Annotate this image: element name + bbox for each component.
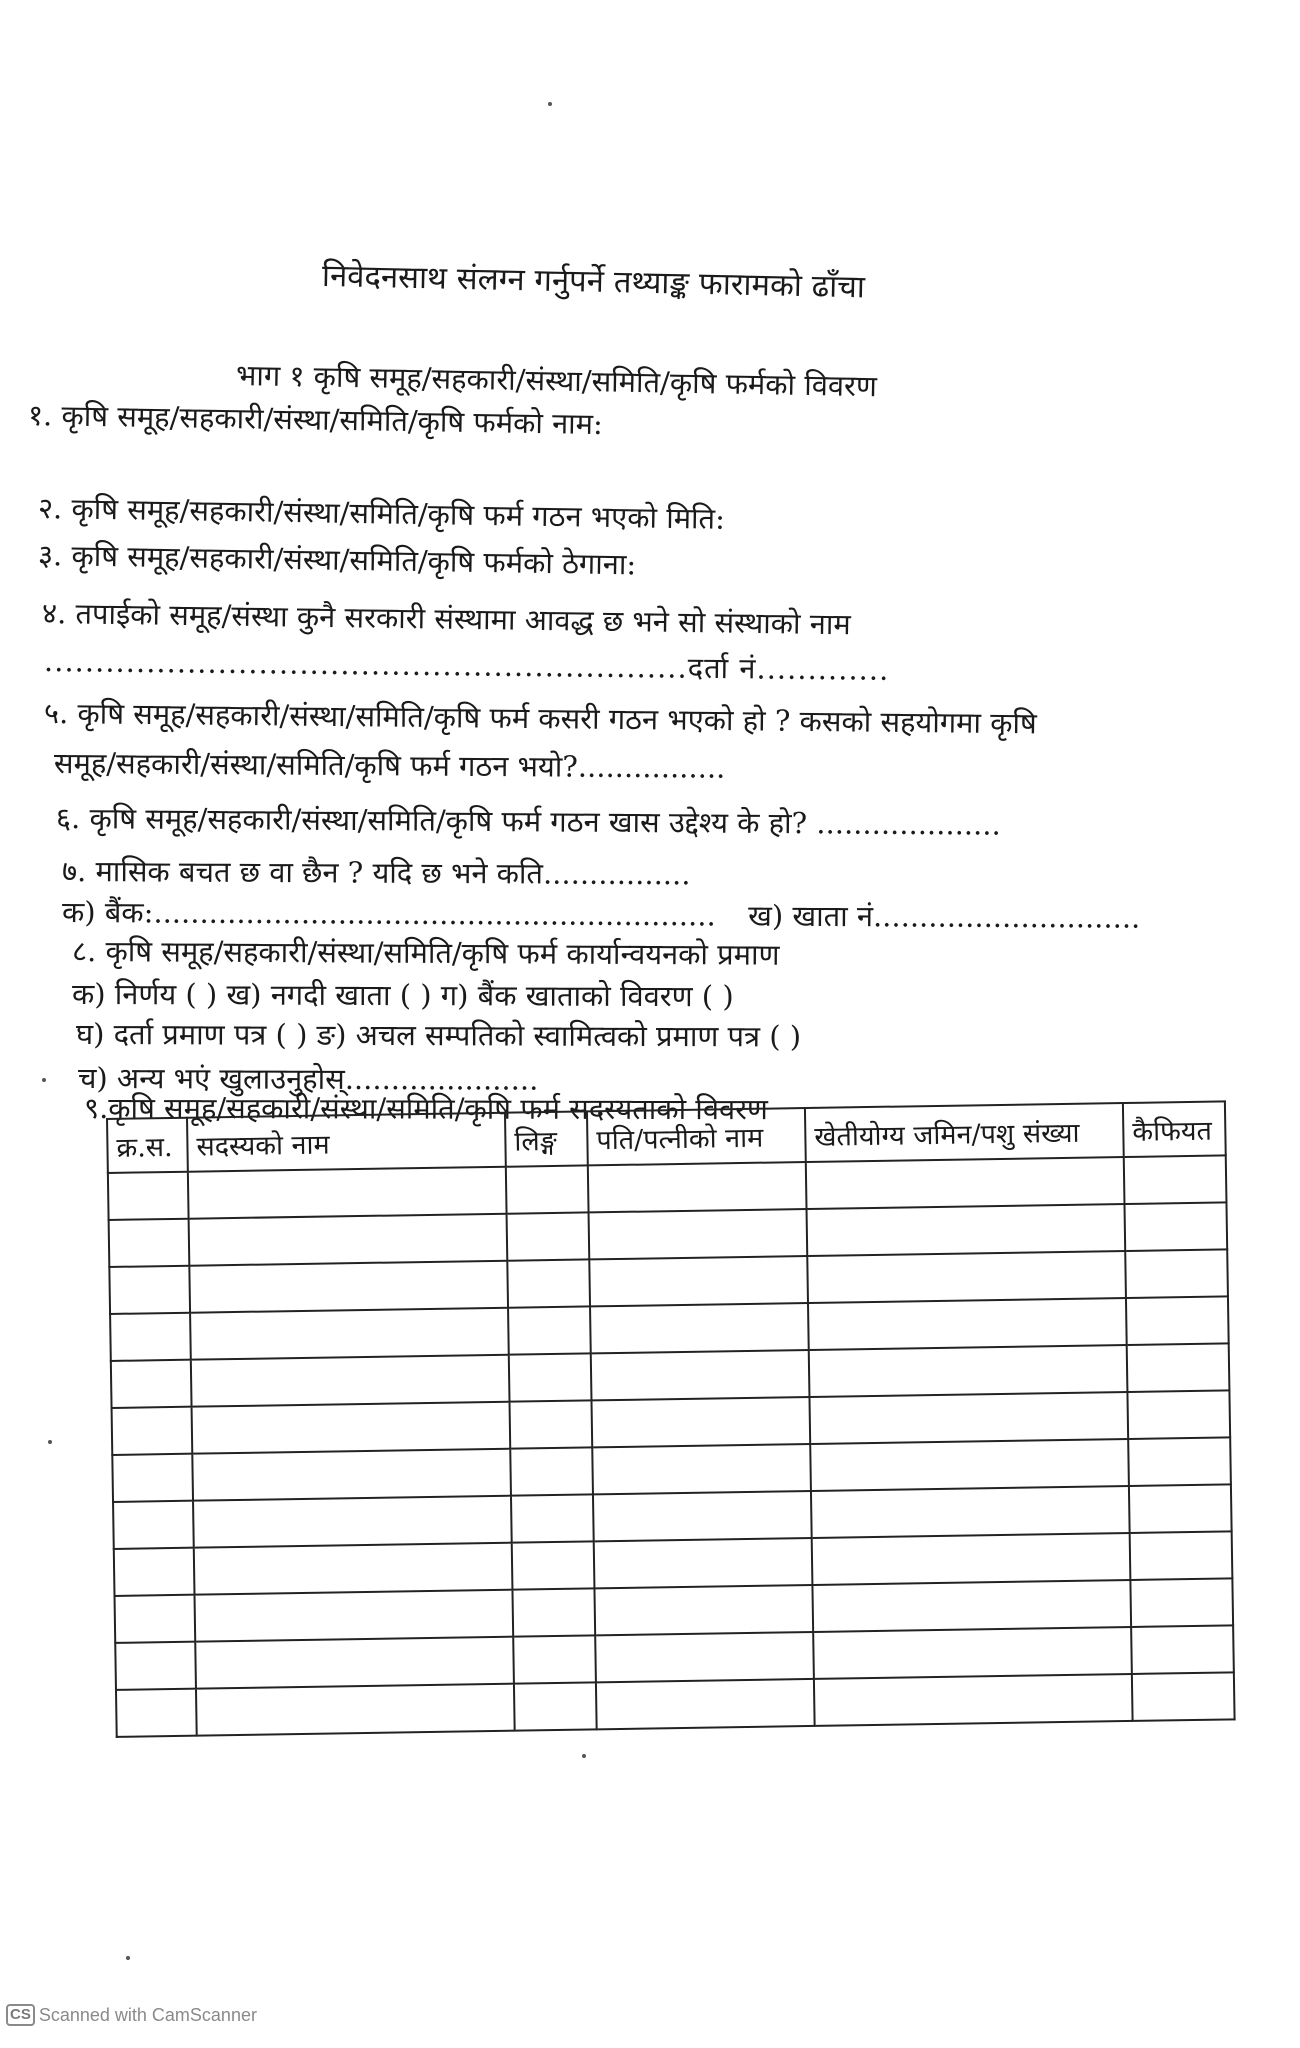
camscanner-logo: CS xyxy=(6,2004,35,2026)
table-cell xyxy=(510,1447,593,1495)
table-cell xyxy=(592,1444,811,1494)
table-cell xyxy=(195,1637,514,1689)
table-cell xyxy=(812,1580,1131,1632)
question-4-fill-line: ...............................................................दर्ता नं............. xyxy=(43,644,890,687)
table-cell xyxy=(807,1251,1126,1303)
question-7-bank-row xyxy=(62,894,1141,936)
table-cell xyxy=(591,1350,810,1400)
table-cell xyxy=(806,1157,1125,1209)
table-cell xyxy=(194,1590,513,1642)
scan-speck xyxy=(582,1754,586,1758)
table-cell xyxy=(812,1533,1131,1585)
header-land-livestock: खेतीयोग्य जमिन/पशु संख्या xyxy=(805,1103,1124,1162)
table-cell xyxy=(114,1548,195,1596)
table-cell xyxy=(1131,1625,1234,1674)
question-8-options-2: घ) दर्ता प्रमाण पत्र ( ) ङ) अचल सम्पतिको स्वामित्वको प्रमाण पत्र ( ) xyxy=(75,1017,802,1054)
table-cell xyxy=(513,1635,596,1683)
table-cell xyxy=(112,1454,193,1502)
table-cell xyxy=(588,1162,807,1212)
camscanner-watermark xyxy=(6,2004,257,2026)
table-cell xyxy=(1130,1578,1233,1627)
table-cell xyxy=(594,1538,813,1588)
table-cell xyxy=(111,1360,192,1408)
table-cell xyxy=(514,1682,597,1730)
question-8: ८. कृषि समूह/सहकारी/संस्था/समिति/कृषि फर्म कार्यान्वयनको प्रमाण xyxy=(71,934,780,972)
question-4: ४. तपाईको समूह/संस्था कुनै सरकारी संस्थामा आवद्ध छ भने सो संस्थाको नाम xyxy=(41,596,851,642)
question-6: ६. कृषि समूह/सहकारी/संस्था/समिति/कृषि फर्म गठन खास उद्देश्य के हो? .................... xyxy=(55,801,1001,842)
table-cell xyxy=(589,1209,808,1259)
header-serial: क्र.स. xyxy=(107,1118,188,1173)
table-cell xyxy=(810,1439,1129,1491)
table-cell xyxy=(1130,1531,1233,1580)
scan-speck xyxy=(548,102,552,106)
table-cell xyxy=(507,1259,590,1307)
table-cell xyxy=(814,1674,1133,1726)
question-7-account: ख) खाता नं............................. xyxy=(748,898,1141,935)
scan-speck xyxy=(42,1078,46,1082)
table-cell xyxy=(594,1585,813,1635)
question-1: १. कृषि समूह/सहकारी/संस्था/समिति/कृषि फर्मको नाम: xyxy=(27,398,604,442)
table-cell xyxy=(511,1494,594,1542)
table-cell xyxy=(194,1543,513,1595)
table-cell xyxy=(809,1345,1128,1397)
header-remarks: कैफियत xyxy=(1123,1101,1226,1157)
table-cell xyxy=(595,1632,814,1682)
table-cell xyxy=(189,1261,508,1313)
question-7: ७. मासिक बचत छ वा छैन ? यदि छ भने कति................ xyxy=(61,854,691,892)
table-cell xyxy=(512,1541,595,1589)
table-cell xyxy=(113,1501,194,1549)
table-cell xyxy=(813,1627,1132,1679)
table-body xyxy=(108,1155,1235,1736)
table-cell xyxy=(1124,1155,1227,1204)
table-cell xyxy=(1126,1296,1229,1345)
table-cell xyxy=(808,1298,1127,1350)
table-cell xyxy=(188,1167,507,1219)
table-cell xyxy=(512,1588,595,1636)
table-cell xyxy=(116,1689,197,1737)
table-cell xyxy=(109,1219,190,1267)
header-gender: लिङ्ग xyxy=(505,1111,588,1166)
table-cell xyxy=(1125,1249,1228,1298)
table-cell xyxy=(190,1308,509,1360)
watermark-text: Scanned with CamScanner xyxy=(38,2004,257,2025)
table-cell xyxy=(192,1402,511,1454)
table-cell xyxy=(115,1642,196,1690)
form-title: निवेदनसाथ संलग्न गर्नुपर्ने तथ्याङ्क फारामको ढाँचा xyxy=(321,258,866,306)
table-cell xyxy=(110,1313,191,1361)
membership-table-wrapper xyxy=(106,1100,1234,1737)
table-cell xyxy=(510,1400,593,1448)
header-member-name: सदस्यको नाम xyxy=(187,1113,506,1172)
membership-table xyxy=(106,1100,1236,1738)
table-cell xyxy=(506,1165,589,1213)
table-cell xyxy=(193,1496,512,1548)
part-heading: भाग १ कृषि समूह/सहकारी/संस्था/समिति/कृषि फर्मको विवरण xyxy=(235,358,878,404)
scan-speck xyxy=(126,1956,130,1960)
table-cell xyxy=(1128,1437,1231,1486)
table-cell xyxy=(196,1684,515,1736)
table-cell xyxy=(115,1595,196,1643)
table-cell xyxy=(508,1306,591,1354)
header-spouse-name: पति/पत्नीको नाम xyxy=(587,1108,806,1165)
table-cell xyxy=(191,1355,510,1407)
scan-speck xyxy=(48,1440,52,1444)
table-cell xyxy=(593,1491,812,1541)
table-cell xyxy=(590,1303,809,1353)
table-cell xyxy=(809,1392,1128,1444)
question-9: ९.कृषि समूह/सहकारी/संस्था/समिति/कृषि फर्म सदस्यताको विवरण xyxy=(83,1091,768,1127)
table-cell xyxy=(108,1172,189,1220)
question-8-other: च) अन्य भएं खुलाउनुहोस्..................... xyxy=(77,1061,539,1097)
table-cell xyxy=(1127,1390,1230,1439)
table-cell xyxy=(1124,1202,1227,1251)
table-cell xyxy=(507,1212,590,1260)
table-cell xyxy=(1127,1343,1230,1392)
table-cell xyxy=(807,1204,1126,1256)
table-cell xyxy=(509,1353,592,1401)
table-cell xyxy=(192,1449,511,1501)
table-cell xyxy=(591,1397,810,1447)
question-2: २. कृषि समूह/सहकारी/संस्था/समिति/कृषि फर्म गठन भएको मिति: xyxy=(37,491,726,536)
table-cell xyxy=(811,1486,1130,1538)
question-8-options-1: क) निर्णय ( ) ख) नगदी खाता ( ) ग) बैंक खाताको विवरण ( ) xyxy=(71,977,734,1014)
table-cell xyxy=(109,1266,190,1314)
question-3: ३. कृषि समूह/सहकारी/संस्था/समिति/कृषि फर्मको ठेगाना: xyxy=(37,538,637,582)
table-cell xyxy=(189,1214,508,1266)
question-7-bank: क) बैंक:............................................................. xyxy=(61,895,716,933)
question-5-continued: समूह/सहकारी/संस्था/समिति/कृषि फर्म गठन भयो?................ xyxy=(53,746,726,785)
table-cell xyxy=(112,1407,193,1455)
table-cell xyxy=(589,1256,808,1306)
question-5: ५. कृषि समूह/सहकारी/संस्था/समिति/कृषि फर्म कसरी गठन भएको हो ? कसको सहयोगमा कृषि xyxy=(43,696,1037,741)
table-cell xyxy=(1129,1484,1232,1533)
table-cell xyxy=(1132,1672,1235,1721)
table-cell xyxy=(596,1679,815,1729)
